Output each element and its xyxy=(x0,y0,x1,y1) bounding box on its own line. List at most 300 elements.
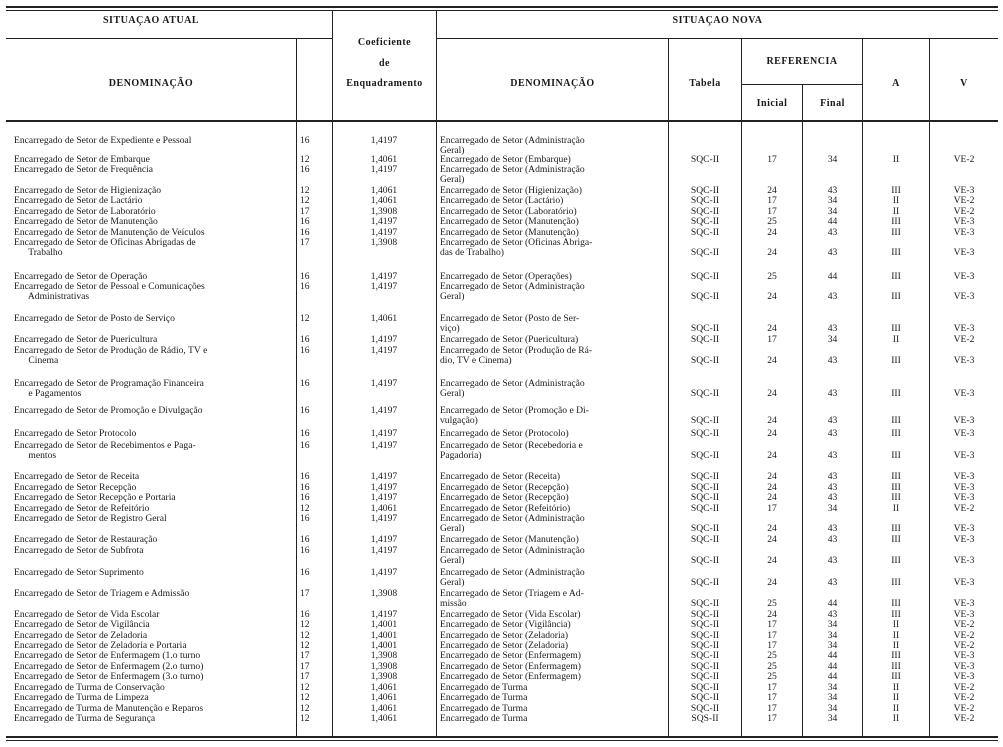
cell-denominacao-atual: Encarregado de Setor de Vigilância xyxy=(14,619,150,630)
cell-v: VE-2 xyxy=(953,154,975,165)
cell-v: VE-3 xyxy=(953,355,975,367)
cell-referencia-final: 43 xyxy=(827,523,838,535)
cell-denominacao-nova: Encarregado de Setor (Promoção e Di- vulgação) xyxy=(440,405,589,426)
cell-tabela: SQC-II xyxy=(690,185,720,196)
cell-tabela: SQC-II xyxy=(690,692,720,703)
cell-referencia-inicial: 24 xyxy=(767,388,777,400)
cell-coeficiente: 1,4197 xyxy=(370,428,398,439)
cell-denominacao-nova: Encarregado de Setor (Embarque) xyxy=(440,154,571,165)
cell-referencia-inicial: 25 xyxy=(767,598,777,610)
header-coeficiente-de: de xyxy=(379,58,390,69)
cell-referencia-atual: 16 xyxy=(300,216,310,227)
cell-coeficiente: 1,3908 xyxy=(370,650,398,661)
cell-v: VE-2 xyxy=(953,195,975,206)
cell-a: III xyxy=(891,355,901,367)
cell-tabela: SQC-II xyxy=(690,291,720,303)
cell-referencia-final: 44 xyxy=(827,271,838,282)
cell-denominacao-atual: Encarregado de Setor de Operação xyxy=(14,271,148,282)
cell-referencia-final: 34 xyxy=(827,206,838,217)
cell-denominacao-atual: Encarregado de Setor de Manutenção xyxy=(14,216,158,227)
cell-a: II xyxy=(892,195,900,206)
cell-referencia-final: 34 xyxy=(827,713,838,724)
cell-v: VE-2 xyxy=(953,692,975,703)
cell-v: VE-3 xyxy=(953,227,975,238)
cell-v: VE-3 xyxy=(953,185,975,196)
cell-tabela: SQC-II xyxy=(690,492,720,503)
cell-denominacao-atual: Encarregado de Turma de Limpeza xyxy=(14,692,149,703)
cell-referencia-atual: 16 xyxy=(300,492,310,503)
cell-tabela: SQC-II xyxy=(690,503,720,514)
cell-denominacao-atual: Encarregado de Setor de Enfermagem (2.o turno) xyxy=(14,661,204,672)
cell-tabela: SQC-II xyxy=(690,206,720,217)
cell-v: VE-3 xyxy=(953,482,975,493)
cell-denominacao-atual: Encarregado de Setor de Lactário xyxy=(14,195,143,206)
cell-referencia-final: 44 xyxy=(827,650,838,661)
cell-tabela: SQC-II xyxy=(690,388,720,400)
cell-a: II xyxy=(892,503,900,514)
cell-referencia-final: 43 xyxy=(827,185,838,196)
cell-referencia-final: 43 xyxy=(827,323,838,335)
cell-referencia-inicial: 24 xyxy=(767,323,777,335)
cell-v: VE-3 xyxy=(953,671,975,682)
cell-coeficiente: 1,4197 xyxy=(370,482,398,493)
cell-referencia-atual: 16 xyxy=(300,271,310,282)
cell-referencia-final: 44 xyxy=(827,598,838,610)
bottom-rule-thin xyxy=(6,740,998,741)
cell-referencia-atual: 12 xyxy=(300,154,310,165)
top-rule xyxy=(6,6,998,8)
cell-tabela: SQS-II xyxy=(691,713,719,724)
cell-a: III xyxy=(891,388,901,400)
cell-a: III xyxy=(891,247,901,259)
cell-referencia-atual: 17 xyxy=(300,650,310,661)
cell-a: III xyxy=(891,482,901,493)
cell-denominacao-nova: Encarregado de Setor (Posto de Ser- viço) xyxy=(440,313,580,334)
cell-referencia-final: 34 xyxy=(827,640,838,651)
cell-denominacao-nova: Encarregado de Setor (Administração Geral) xyxy=(440,513,585,534)
cell-a: III xyxy=(891,450,901,462)
cell-denominacao-nova: Encarregado de Setor (Vida Escolar) xyxy=(440,609,581,620)
cell-denominacao-atual: Encarregado de Setor de Laboratório xyxy=(14,206,156,217)
cell-referencia-final: 43 xyxy=(827,482,838,493)
cell-referencia-inicial: 24 xyxy=(767,450,777,462)
cell-referencia-inicial: 24 xyxy=(767,247,777,259)
cell-referencia-atual: 12 xyxy=(300,640,310,651)
cell-v: VE-3 xyxy=(953,428,975,439)
cell-referencia-atual: 16 xyxy=(300,513,310,524)
cell-referencia-final: 34 xyxy=(827,503,838,514)
cell-v: VE-2 xyxy=(953,682,975,693)
cell-v: VE-3 xyxy=(953,577,975,589)
cell-referencia-final: 43 xyxy=(827,577,838,589)
cell-v: VE-3 xyxy=(953,388,975,400)
header-denominacao-left: DENOMINAÇÃO xyxy=(108,78,194,89)
cell-denominacao-atual: Encarregado de Setor de Recebimentos e Paga- mentos xyxy=(14,440,196,461)
cell-coeficiente: 1,4197 xyxy=(370,405,398,416)
cell-v: VE-3 xyxy=(953,661,975,672)
cell-v: VE-2 xyxy=(953,503,975,514)
cell-coeficiente: 1,4197 xyxy=(370,545,398,556)
cell-coeficiente: 1,4197 xyxy=(370,164,398,175)
cell-v: VE-2 xyxy=(953,619,975,630)
cell-denominacao-atual: Encarregado de Setor de Zeladoria e Portaria xyxy=(14,640,187,651)
header-coeficiente: Coeficiente xyxy=(357,37,412,48)
cell-referencia-final: 43 xyxy=(827,534,838,545)
cell-referencia-atual: 16 xyxy=(300,567,310,578)
cell-referencia-atual: 12 xyxy=(300,630,310,641)
cell-coeficiente: 1,4197 xyxy=(370,609,398,620)
cell-denominacao-nova: Encarregado de Setor (Refeitório) xyxy=(440,503,571,514)
col-rule-ref xyxy=(296,38,297,736)
cell-coeficiente: 1,4197 xyxy=(370,334,398,345)
cell-v: VE-3 xyxy=(953,492,975,503)
cell-tabela: SQC-II xyxy=(690,619,720,630)
cell-referencia-inicial: 24 xyxy=(767,609,777,620)
cell-coeficiente: 1,4197 xyxy=(370,216,398,227)
cell-referencia-inicial: 17 xyxy=(767,334,777,345)
cell-tabela: SQC-II xyxy=(690,471,720,482)
cell-denominacao-atual: Encarregado de Setor de Oficinas Abrigadas de Trabalho xyxy=(14,237,196,258)
cell-referencia-atual: 16 xyxy=(300,378,310,389)
header-enquadramento: Enquadramento xyxy=(346,78,423,89)
cell-referencia-inicial: 24 xyxy=(767,355,777,367)
cell-a: III xyxy=(891,523,901,535)
cell-referencia-atual: 17 xyxy=(300,588,310,599)
cell-referencia-final: 34 xyxy=(827,619,838,630)
cell-referencia-atual: 16 xyxy=(300,405,310,416)
cell-coeficiente: 1,4001 xyxy=(370,640,398,651)
cell-denominacao-atual: Encarregado de Setor de Restauração xyxy=(14,534,158,545)
cell-v: VE-3 xyxy=(953,415,975,427)
cell-denominacao-atual: Encarregado de Setor de Programação Financeira e Pagamentos xyxy=(14,378,204,399)
cell-denominacao-atual: Encarregado de Setor de Frequência xyxy=(14,164,154,175)
cell-a: III xyxy=(891,227,901,238)
header-a: A xyxy=(892,78,900,89)
cell-referencia-atual: 16 xyxy=(300,334,310,345)
cell-denominacao-nova: Encarregado de Turma xyxy=(440,703,528,714)
cell-v: VE-2 xyxy=(953,640,975,651)
cell-referencia-final: 34 xyxy=(827,195,838,206)
cell-tabela: SQC-II xyxy=(690,555,720,567)
cell-tabela: SQC-II xyxy=(690,598,720,610)
cell-v: VE-3 xyxy=(953,216,975,227)
cell-coeficiente: 1,4061 xyxy=(370,195,398,206)
cell-coeficiente: 1,4001 xyxy=(370,619,398,630)
cell-referencia-atual: 16 xyxy=(300,227,310,238)
cell-referencia-final: 34 xyxy=(827,630,838,641)
cell-denominacao-atual: Encarregado de Setor de Triagem e Admissão xyxy=(14,588,190,599)
cell-coeficiente: 1,3908 xyxy=(370,206,398,217)
cell-denominacao-atual: Encarregado de Setor de Zeladoria xyxy=(14,630,148,641)
cell-tabela: SQC-II xyxy=(690,450,720,462)
cell-tabela: SQC-II xyxy=(690,671,720,682)
header-subrule-right xyxy=(437,38,998,39)
cell-denominacao-nova: Encarregado de Setor (Enfermagem) xyxy=(440,661,581,672)
cell-referencia-final: 43 xyxy=(827,415,838,427)
cell-tabela: SQC-II xyxy=(690,216,720,227)
header-bottom-rule xyxy=(6,120,998,122)
cell-referencia-final: 34 xyxy=(827,154,838,165)
cell-tabela: SQC-II xyxy=(690,334,720,345)
cell-denominacao-atual: Encarregado de Setor de Vida Escolar xyxy=(14,609,160,620)
cell-referencia-inicial: 17 xyxy=(767,682,777,693)
cell-coeficiente: 1,3908 xyxy=(370,671,398,682)
cell-a: II xyxy=(892,703,900,714)
cell-coeficiente: 1,4197 xyxy=(370,567,398,578)
cell-referencia-inicial: 24 xyxy=(767,492,777,503)
cell-referencia-final: 43 xyxy=(827,291,838,303)
header-final: Final xyxy=(820,98,845,109)
cell-tabela: SQC-II xyxy=(690,577,720,589)
cell-a: III xyxy=(891,492,901,503)
cell-v: VE-2 xyxy=(953,206,975,217)
cell-referencia-inicial: 17 xyxy=(767,619,777,630)
cell-tabela: SQC-II xyxy=(690,271,720,282)
cell-referencia-inicial: 24 xyxy=(767,482,777,493)
cell-denominacao-nova: Encarregado de Setor (Triagem e Ad- missão xyxy=(440,588,584,609)
cell-denominacao-nova: Encarregado de Setor (Lactário) xyxy=(440,195,564,206)
cell-referencia-atual: 16 xyxy=(300,428,310,439)
cell-a: II xyxy=(892,713,900,724)
cell-referencia-inicial: 17 xyxy=(767,503,777,514)
cell-referencia-inicial: 17 xyxy=(767,206,777,217)
cell-denominacao-atual: Encarregado de Turma de Segurança xyxy=(14,713,156,724)
cell-referencia-final: 34 xyxy=(827,692,838,703)
cell-referencia-final: 44 xyxy=(827,671,838,682)
cell-a: III xyxy=(891,650,901,661)
cell-a: III xyxy=(891,291,901,303)
cell-referencia-inicial: 24 xyxy=(767,227,777,238)
cell-denominacao-nova: Encarregado de Setor (Administração Geral) xyxy=(440,567,585,588)
cell-coeficiente: 1,4197 xyxy=(370,135,398,146)
cell-referencia-final: 34 xyxy=(827,682,838,693)
cell-denominacao-nova: Encarregado de Setor (Zeladoria) xyxy=(440,640,569,651)
cell-referencia-inicial: 17 xyxy=(767,713,777,724)
cell-a: III xyxy=(891,598,901,610)
cell-denominacao-nova: Encarregado de Setor (Recepção) xyxy=(440,482,569,493)
cell-coeficiente: 1,4001 xyxy=(370,630,398,641)
cell-referencia-inicial: 25 xyxy=(767,671,777,682)
cell-denominacao-atual: Encarregado de Setor Suprimento xyxy=(14,567,144,578)
cell-denominacao-nova: Encarregado de Setor (Administração Geral) xyxy=(440,545,585,566)
cell-referencia-atual: 16 xyxy=(300,281,310,292)
cell-referencia-final: 43 xyxy=(827,428,838,439)
cell-denominacao-nova: Encarregado de Setor (Manutenção) xyxy=(440,216,579,227)
cell-referencia-final: 34 xyxy=(827,703,838,714)
cell-referencia-inicial: 17 xyxy=(767,703,777,714)
cell-referencia-atual: 17 xyxy=(300,661,310,672)
cell-a: III xyxy=(891,671,901,682)
cell-referencia-atual: 16 xyxy=(300,164,310,175)
cell-a: III xyxy=(891,216,901,227)
cell-denominacao-atual: Encarregado de Setor de Puericultura xyxy=(14,334,158,345)
cell-referencia-final: 43 xyxy=(827,555,838,567)
cell-coeficiente: 1,4061 xyxy=(370,703,398,714)
cell-referencia-atual: 16 xyxy=(300,440,310,451)
cell-referencia-atual: 12 xyxy=(300,703,310,714)
cell-tabela: SQC-II xyxy=(690,323,720,335)
cell-referencia-atual: 12 xyxy=(300,682,310,693)
header-referencia: REFERENCIA xyxy=(766,56,838,67)
cell-referencia-atual: 16 xyxy=(300,482,310,493)
cell-v: VE-2 xyxy=(953,713,975,724)
cell-tabela: SQC-II xyxy=(690,682,720,693)
cell-v: VE-2 xyxy=(953,630,975,641)
cell-referencia-final: 44 xyxy=(827,216,838,227)
cell-referencia-inicial: 17 xyxy=(767,640,777,651)
cell-denominacao-nova: Encarregado de Setor (Enfermagem) xyxy=(440,650,581,661)
cell-tabela: SQC-II xyxy=(690,534,720,545)
cell-coeficiente: 1,4197 xyxy=(370,345,398,356)
cell-denominacao-atual: Encarregado de Setor de Promoção e Divulgação xyxy=(14,405,203,416)
cell-tabela: SQC-II xyxy=(690,703,720,714)
cell-denominacao-nova: Encarregado de Setor (Recebedoria e Pagadoria) xyxy=(440,440,583,461)
cell-coeficiente: 1,4197 xyxy=(370,378,398,389)
cell-coeficiente: 1,4197 xyxy=(370,440,398,451)
cell-coeficiente: 1,4197 xyxy=(370,534,398,545)
cell-referencia-final: 43 xyxy=(827,227,838,238)
cell-denominacao-atual: Encarregado de Setor de Enfermagem (3.o turno) xyxy=(14,671,204,682)
cell-referencia-atual: 16 xyxy=(300,345,310,356)
cell-coeficiente: 1,4061 xyxy=(370,313,398,324)
cell-denominacao-nova: Encarregado de Setor (Receita) xyxy=(440,471,561,482)
cell-referencia-inicial: 24 xyxy=(767,523,777,535)
cell-denominacao-nova: Encarregado de Setor (Laboratório) xyxy=(440,206,577,217)
cell-a: III xyxy=(891,271,901,282)
cell-v: VE-3 xyxy=(953,534,975,545)
cell-referencia-atual: 17 xyxy=(300,206,310,217)
cell-referencia-inicial: 17 xyxy=(767,195,777,206)
cell-denominacao-atual: Encarregado de Setor de Embarque xyxy=(14,154,150,165)
col-rule-coef-left xyxy=(332,10,333,736)
cell-denominacao-atual: Encarregado de Setor de Higienização xyxy=(14,185,162,196)
cell-coeficiente: 1,4061 xyxy=(370,154,398,165)
cell-a: II xyxy=(892,630,900,641)
cell-v: VE-3 xyxy=(953,523,975,535)
cell-referencia-atual: 16 xyxy=(300,545,310,556)
header-subrule-left xyxy=(6,38,333,39)
cell-tabela: SQC-II xyxy=(690,247,720,259)
cell-denominacao-atual: Encarregado de Setor de Expediente e Pessoal xyxy=(14,135,192,146)
cell-v: VE-3 xyxy=(953,247,975,259)
cell-denominacao-nova: Encarregado de Setor (Manutenção) xyxy=(440,534,579,545)
cell-v: VE-3 xyxy=(953,609,975,620)
cell-referencia-inicial: 24 xyxy=(767,185,777,196)
cell-a: III xyxy=(891,661,901,672)
cell-referencia-atual: 12 xyxy=(300,195,310,206)
cell-v: VE-2 xyxy=(953,334,975,345)
cell-coeficiente: 1,4061 xyxy=(370,713,398,724)
cell-v: VE-3 xyxy=(953,323,975,335)
cell-v: VE-3 xyxy=(953,450,975,462)
cell-referencia-inicial: 24 xyxy=(767,555,777,567)
cell-a: II xyxy=(892,619,900,630)
cell-denominacao-nova: Encarregado de Setor (Administração Geral) xyxy=(440,135,585,156)
cell-denominacao-nova: Encarregado de Setor (Recepção) xyxy=(440,492,569,503)
cell-coeficiente: 1,3908 xyxy=(370,661,398,672)
cell-coeficiente: 1,4197 xyxy=(370,271,398,282)
cell-referencia-atual: 16 xyxy=(300,135,310,146)
cell-denominacao-atual: Encarregado de Setor de Receita xyxy=(14,471,140,482)
cell-coeficiente: 1,4061 xyxy=(370,692,398,703)
cell-denominacao-atual: Encarregado de Setor de Enfermagem (1.o turno xyxy=(14,650,201,661)
cell-denominacao-atual: Encarregado de Setor de Refeitório xyxy=(14,503,150,514)
header-v: V xyxy=(960,78,968,89)
cell-referencia-final: 43 xyxy=(827,247,838,259)
cell-coeficiente: 1,4061 xyxy=(370,503,398,514)
cell-referencia-inicial: 17 xyxy=(767,692,777,703)
cell-a: III xyxy=(891,577,901,589)
cell-referencia-atual: 12 xyxy=(300,503,310,514)
cell-v: VE-3 xyxy=(953,291,975,303)
cell-coeficiente: 1,4197 xyxy=(370,471,398,482)
cell-referencia-inicial: 25 xyxy=(767,271,777,282)
cell-a: II xyxy=(892,206,900,217)
cell-referencia-atual: 17 xyxy=(300,237,310,248)
cell-referencia-inicial: 17 xyxy=(767,630,777,641)
cell-tabela: SQC-II xyxy=(690,609,720,620)
cell-denominacao-atual: Encarregado de Setor Recepção xyxy=(14,482,137,493)
cell-denominacao-nova: Encarregado de Setor (Puericultura) xyxy=(440,334,579,345)
cell-denominacao-nova: Encarregado de Setor (Oficinas Abriga- das de Trabalho) xyxy=(440,237,593,258)
cell-tabela: SQC-II xyxy=(690,661,720,672)
cell-denominacao-nova: Encarregado de Turma xyxy=(440,682,528,693)
cell-denominacao-nova: Encarregado de Setor (Administração Geral) xyxy=(440,378,585,399)
cell-referencia-inicial: 24 xyxy=(767,577,777,589)
cell-tabela: SQC-II xyxy=(690,154,720,165)
cell-coeficiente: 1,4197 xyxy=(370,513,398,524)
cell-denominacao-atual: Encarregado de Setor de Pessoal e Comunicações Administrativas xyxy=(14,281,205,302)
cell-denominacao-nova: Encarregado de Setor (Higienização) xyxy=(440,185,582,196)
cell-tabela: SQC-II xyxy=(690,195,720,206)
cell-denominacao-nova: Encarregado de Setor (Zeladoria) xyxy=(440,630,569,641)
cell-tabela: SQC-II xyxy=(690,650,720,661)
cell-a: III xyxy=(891,428,901,439)
cell-tabela: SQC-II xyxy=(690,415,720,427)
cell-denominacao-nova: Encarregado de Setor (Operações) xyxy=(440,271,572,282)
col-rule-coef-right xyxy=(436,10,437,736)
header-situacao-nova: SITUAÇAO NOVA xyxy=(672,15,763,26)
cell-referencia-final: 43 xyxy=(827,609,838,620)
cell-tabela: SQC-II xyxy=(690,428,720,439)
cell-a: III xyxy=(891,415,901,427)
cell-a: II xyxy=(892,154,900,165)
cell-referencia-inicial: 24 xyxy=(767,291,777,303)
cell-referencia-atual: 17 xyxy=(300,671,310,682)
cell-denominacao-nova: Encarregado de Turma xyxy=(440,713,528,724)
cell-coeficiente: 1,4197 xyxy=(370,281,398,292)
cell-tabela: SQC-II xyxy=(690,355,720,367)
cell-referencia-inicial: 25 xyxy=(767,650,777,661)
cell-referencia-final: 43 xyxy=(827,388,838,400)
header-denominacao-right: DENOMINAÇÃO xyxy=(510,78,595,89)
cell-coeficiente: 1,4061 xyxy=(370,682,398,693)
cell-referencia-atual: 12 xyxy=(300,185,310,196)
cell-tabela: SQC-II xyxy=(690,523,720,535)
top-rule-thin xyxy=(6,10,998,11)
cell-denominacao-atual: Encarregado de Setor Protocolo xyxy=(14,428,137,439)
cell-denominacao-atual: Encarregado de Setor de Posto de Serviço xyxy=(14,313,175,324)
cell-v: VE-3 xyxy=(953,471,975,482)
cell-v: VE-3 xyxy=(953,598,975,610)
cell-referencia-final: 43 xyxy=(827,450,838,462)
cell-referencia-atual: 16 xyxy=(300,609,310,620)
cell-a: II xyxy=(892,682,900,693)
cell-a: III xyxy=(891,471,901,482)
cell-referencia-atual: 12 xyxy=(300,619,310,630)
cell-a: III xyxy=(891,185,901,196)
cell-v: VE-3 xyxy=(953,271,975,282)
